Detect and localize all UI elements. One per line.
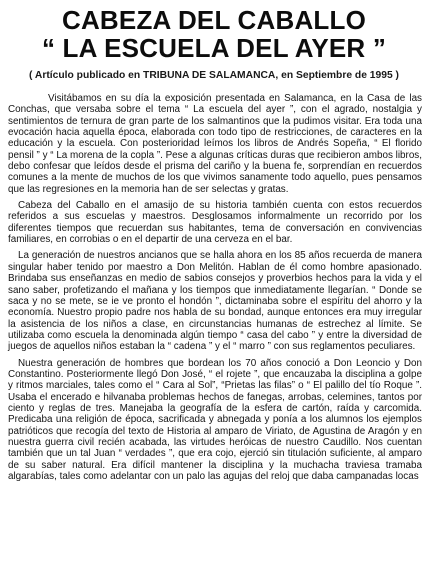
- article-title-line2: “ LA ESCUELA DEL AYER ”: [41, 33, 387, 63]
- paragraph-4: Nuestra generación de hombres que bordean los 70 años conoció a Don Leoncio y Don Constantino. Posteriormente llegó Don José, “ el rojete ”, que encauzaba la disciplina a golpe y ritmos marciales, tales como el “ Cara al Sol”, “Prietas las filas” o “ El palillo del tío Roque ”. Usaba el encerado e hilvanaba problemas hechos de fanegas, arrobas, celemines, tantos por ciento y reglas de tres. Manejaba la geografía de la esfera de cartón, raída y carcomida. Predicaba una religión de época, sacrificada y abnegada y ponía a los alumnos los ejemplos patrióticos que recogía del texto de Historia al amparo de Viriato, de Agustina de Aragón y en nuestra guerra civil recién acabada, las virtudes heróicas de nuestro Caudillo. Nos cuentan también que un tal Juan “ verdades ”, que era cojo, ejerció sin titulación suficiente, al amparo de su saber natural. Era difícil mantener la disciplina y la muchacha traviesa tramaba algarabías, tales como adelantar con un palo las agujas del reloj que daba campanadas locas: [8, 357, 422, 482]
- article-title-line1: CABEZA DEL CABALLO: [61, 5, 367, 35]
- article-subtitle: ( Artículo publicado en TRIBUNA DE SALAMANCA, en Septiembre de 1995 ): [29, 70, 399, 81]
- paragraph-1: Visitábamos en su día la exposición presentada en Salamanca, en la Casa de las Conchas, que versaba sobre el tema “ La escuela del ayer ”, con el agrado, nostalgia y sentimientos de ternura de gran parte de los salmantinos que la pudimos visitar. Era toda una evocación hacia aquella época, elaborada con todo tipo de restricciones, de caracteres en la educación y la escuela. Con posterioridad leímos los libros de Andrés Sopeña, “ El florido pensil ” y “ La morena de la copla ”. Pese a algunas críticas duras que recibieron ambos libros, debo confesar que leídos desde el prisma del cariño y la buena fe, sorprendían en recuerdos comunes a la mente de muchos de los que vivimos sanamente todo aquello, pues pensamos que las regresiones en la memoria han de ser selectas y gratas.: [8, 93, 422, 195]
- paragraph-3: La generación de nuestros ancianos que se halla ahora en los 85 años recuerda de manera singular haber tenido por maestro a Don Melitón. Hablan de él como hombre apasionado. Brindaba sus enseñanzas en medio de sabios consejos y proverbios hechos para la vida y el sano saber, profetizando el mañana y los tiempos que inmediatamente llegarían. “ Donde se saca y no se mete, se ie ve pronto el hondón ”, dictaminaba sobre el espíritu del ahorro y la economía. Nuestro propio padre nos habla de su bondad, aunque entonces era muy irregular la asistencia de los niños a clase, en circunstancias humanas de estrechez al límite. Se utilizaba como escuela la denominada algún tiempo “ casa del cabo ” y entre la diversidad de juegos de aquellos niños estaban la “ cadena ” y el “ marro ” con sus reglamentos peculiares.: [8, 250, 422, 353]
- paragraph-2: Cabeza del Caballo en el amasijo de su historia también cuenta con estos recuerdos referidos a sus escuelas y maestros. Desglosamos informalmente un recorrido por los diferentes tiempos que recuerdan sus habitantes, tema de conversación en convivencias familiares, en corrobias o en el departir de una cerveza en el bar.: [8, 200, 422, 246]
- article-body: [8, 93, 422, 487]
